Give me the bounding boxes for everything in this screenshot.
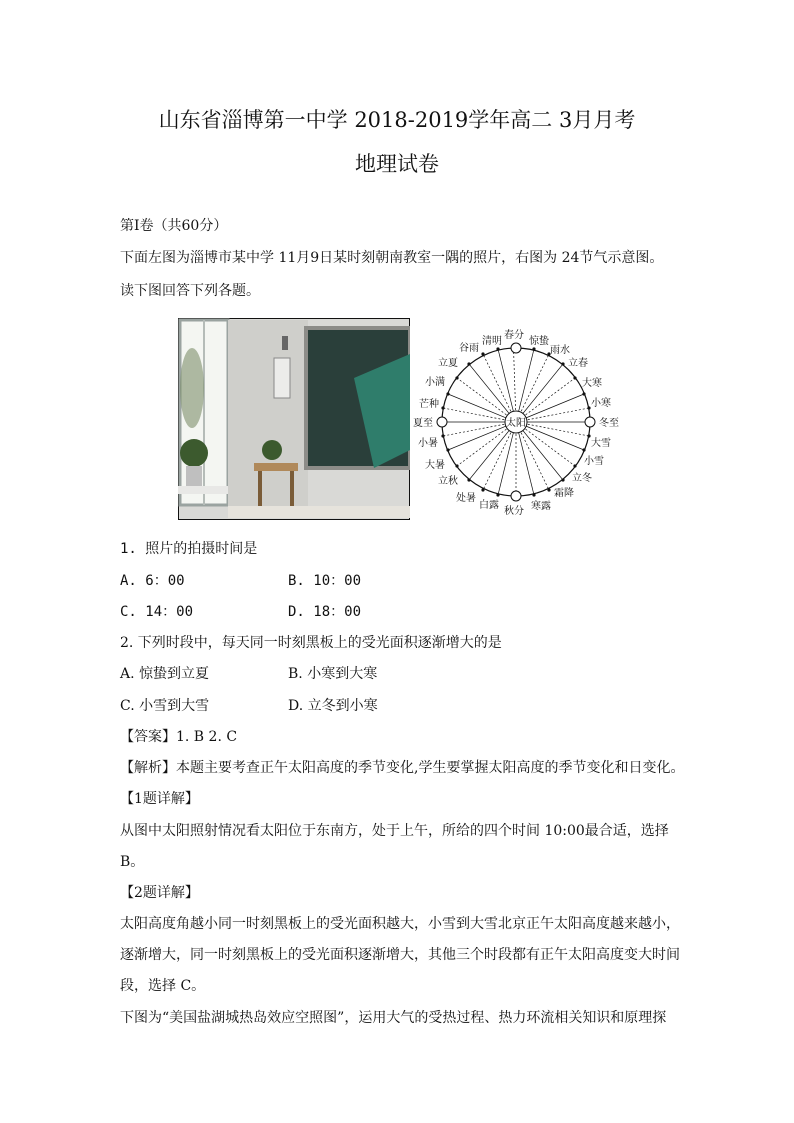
term-xiaoman: 小满: [425, 377, 445, 388]
term-mangzhong: 芒种: [419, 399, 439, 410]
detail-2-heading: 【2题详解】: [120, 885, 199, 901]
detail-1-text-2: B。: [120, 854, 145, 870]
term-qiufen: 秋分: [504, 506, 524, 517]
solar-terms-diagram: [408, 318, 624, 520]
page-subtitle: 地理试卷: [355, 152, 439, 176]
term-dashu: 大暑: [425, 460, 445, 471]
q2-option-b: B. 小寒到大寒: [288, 666, 378, 682]
term-liqiu: 立秋: [438, 476, 458, 487]
term-lidong: 立冬: [572, 473, 592, 484]
question-1-stem: 1. 照片的拍摄时间是: [120, 541, 258, 557]
detail-2-text-3: 段，选择 C。: [120, 978, 206, 994]
term-bailu: 白露: [479, 500, 499, 511]
term-lixia: 立夏: [438, 358, 458, 369]
q2-option-d: D. 立冬到小寒: [288, 698, 378, 714]
term-jingzhe: 惊蛰: [529, 336, 549, 347]
marker-qiufen: [511, 491, 521, 501]
q2-option-c: C. 小雪到大雪: [120, 698, 210, 714]
analysis-line: 【解析】本题主要考查正午太阳高度的季节变化,学生要掌握太阳高度的季节变化和日变化。: [120, 760, 685, 776]
intro-text: 下面左图为淄博市某中学 11月9日某时刻朝南教室一隅的照片，右图为 24节气示意图。: [120, 250, 664, 266]
q2-option-a: A. 惊蛰到立夏: [120, 666, 210, 682]
detail-2-text: 太阳高度角越小同一时刻黑板上的受光面积越大，小雪到大雪北京正午太阳高度越来越小，: [120, 916, 680, 932]
term-qingming: 清明: [482, 336, 502, 347]
term-lichun: 立春: [568, 358, 588, 369]
next-question-intro: 下图为“美国盐湖城热岛效应空照图”，运用大气的受热过程、热力环流相关知识和原理探: [120, 1010, 667, 1026]
term-xiazhi: 夏至: [413, 418, 433, 429]
term-dahan: 大寒: [582, 378, 602, 389]
term-guyu: 谷雨: [459, 343, 479, 354]
detail-1-text: 从图中太阳照射情况看太阳位于东南方，处于上午，所给的四个时间 10:00最合适，选择: [120, 823, 669, 839]
intro-text-2: 读下图回答下列各题。: [120, 283, 260, 299]
marker-chunfen: [511, 343, 521, 353]
marker-dongzhi: [585, 417, 595, 427]
question-2-stem: 2. 下列时段中，每天同一时刻黑板上的受光面积逐渐增大的是: [120, 635, 502, 651]
detail-1-heading: 【1题详解】: [120, 791, 199, 807]
sun-label: 太阳: [506, 418, 526, 429]
detail-2-text-2: 逐渐增大，同一时刻黑板上的受光面积逐渐增大，其他三个时段都有正午太阳高度变大时间: [120, 947, 680, 963]
q1-option-b: B. 10：00: [288, 573, 362, 589]
section-heading: 第Ⅰ卷（共60分）: [120, 218, 228, 234]
page-title: 山东省淄博第一中学 2018-2019学年高二 3月月考: [158, 108, 636, 132]
q1-option-a: A. 6：00: [120, 573, 185, 589]
q1-option-d: D. 18：00: [288, 604, 362, 620]
term-chushu: 处暑: [456, 493, 476, 504]
term-daxue: 大雪: [591, 438, 611, 449]
term-xiaoxue: 小雪: [584, 456, 604, 467]
q1-option-c: C. 14：00: [120, 604, 194, 620]
classroom-photo: [178, 318, 410, 520]
term-chunfen: 春分: [504, 330, 524, 341]
term-dongzhi: 冬至: [599, 418, 619, 429]
marker-xiazhi: [437, 417, 447, 427]
term-shuangjiang: 霜降: [554, 488, 574, 499]
answer-line: 【答案】1. B 2. C: [120, 729, 238, 745]
term-xiaohan: 小寒: [591, 398, 611, 409]
term-hanlu: 寒露: [531, 501, 551, 512]
term-xiaoshu: 小暑: [418, 438, 438, 449]
term-yushui: 雨水: [550, 345, 570, 356]
